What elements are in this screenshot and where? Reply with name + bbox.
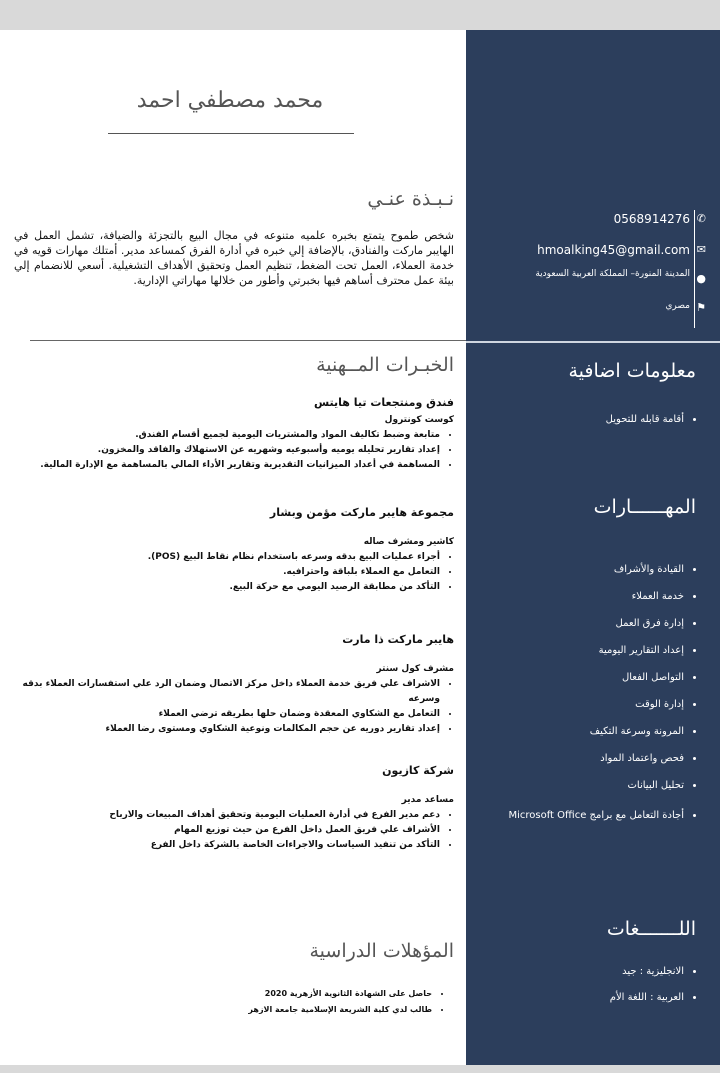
- location-pin-icon: ●: [696, 272, 706, 285]
- job-entry: [9, 506, 454, 595]
- envelope-icon: ✉: [696, 243, 706, 256]
- about-heading: نـبـذة عنـي: [367, 188, 454, 210]
- job-duty: • المساهمة في أعداد الميزانيات التقديرية وتقارير الأداء المالي بالمساهمة مع الإدارة المالية.: [9, 458, 440, 473]
- education-heading: المؤهلات الدراسية: [309, 940, 454, 962]
- job-role: مساعد مدير: [401, 795, 454, 805]
- job-company: فندق ومنتجعات تيا هايتس: [314, 396, 454, 409]
- job-duty: • الاشراف علي فريق خدمة العملاء داخل مركز الاتصال وضمان الرد علي استفسارات العملاء بدقه وسرعه: [9, 677, 440, 707]
- skill-item: • أجادة التعامل مع برامج Microsoft Office: [476, 805, 684, 827]
- job-duty: • التعامل مع العملاء بلباقة واحترافيه.: [9, 565, 440, 580]
- skill-item: • تحليل البيانات: [476, 772, 684, 799]
- name-underline: [108, 133, 354, 134]
- skills-heading: المهــــــارات: [593, 496, 696, 518]
- divider: [30, 340, 466, 341]
- language-item: • الانجليزية : جيد: [476, 959, 684, 985]
- skills-list: [476, 556, 696, 827]
- language-item: • العربية : اللغة الأم: [476, 985, 684, 1011]
- job-duty: • دعم مدير الفرع في أدارة العمليات اليومية وتحقيق أهداف المبيعات والارباح: [9, 808, 440, 823]
- skill-item: • إدارة الوقت: [476, 691, 684, 718]
- job-company: شركة كازيون: [382, 764, 454, 777]
- address-text: المدينة المنورة– المملكة العربية السعودية: [535, 269, 690, 279]
- job-duty: • التأكد من مطابقة الرصيد اليومي مع حركة البيع.: [9, 580, 440, 595]
- resume-page: [0, 30, 720, 1065]
- job-entry: [9, 396, 454, 473]
- skill-item: • إعداد التقارير اليومية: [476, 637, 684, 664]
- job-company: هايبر ماركت ذا مارت: [342, 633, 454, 646]
- sidebar-separator: [466, 341, 720, 343]
- job-duty: • إعداد تقارير دوريه عن حجم المكالمات ونوعية الشكاوي ومستوى رضا العملاء: [9, 722, 440, 737]
- job-duty: • التأكد من تنفيذ السياسات والاجراءات الخاصة بالشركة داخل الفرع: [9, 838, 440, 853]
- sidebar: [466, 30, 720, 1065]
- additional-info-heading: معلومات اضافية: [568, 360, 696, 382]
- job-company: مجموعة هايبر ماركت مؤمن وبشار: [269, 506, 454, 519]
- experience-heading: الخبـرات المــهنية: [316, 354, 454, 376]
- job-role: كاشير ومشرف صاله: [363, 537, 454, 547]
- job-duty: • أجراء عمليات البيع بدقه وسرعه باستخدام نظام نقاط البيع (POS).: [9, 550, 440, 565]
- job-entry: [9, 633, 454, 737]
- education-item: • حاصل على الشهادة الثانوية الأزهرية 2020: [9, 986, 432, 1002]
- main-column: [0, 30, 466, 1065]
- nationality-text: مصري: [665, 301, 690, 311]
- job-role: مشرف كول سنتر: [376, 664, 454, 674]
- person-name: محمد مصطفي احمد: [136, 88, 324, 113]
- additional-info-list: [476, 411, 696, 429]
- education-item: • طالب لدي كلية الشريعة الإسلامية جامعة الازهر: [9, 1002, 432, 1018]
- skill-item: • المرونة وسرعة التكيف: [476, 718, 684, 745]
- education-list: [9, 986, 454, 1018]
- languages-heading: اللـــــــغات: [606, 918, 696, 940]
- job-duty: • إعداد تقارير تحليله يوميه وأسبوعيه وشهريه عن الاستهلاك والفاقد والمخزون.: [9, 443, 440, 458]
- job-duty: • الأشراف علي فريق العمل داخل الفرع من حيث توزيع المهام: [9, 823, 440, 838]
- about-text: شخص طموح يتمتع بخبره علميه متنوعه في مجال البيع بالتجزئة والضيافة، تشمل العمل في الهايبر ماركت والفنادق، بالإضافة إلي خبره في أدارة الفرق كمساعد مدير. أمتلك مهارات قويه في خدمة العملاء، العمل تحت الضغط، تنظيم العمل وتحقيق الأهداف التشغيلية. أسعي للانضمام إلي بيئة عمل محترف أساهم فيها بخبرتي وأطور من خلالها مهاراتي الإدارية.: [14, 229, 454, 287]
- phone-icon: ✆: [696, 212, 706, 225]
- skill-item: • فحص واعتماد المواد: [476, 745, 684, 772]
- contact-divider-line: [694, 210, 695, 328]
- additional-info-item: • أقامة قابله للتحويل: [476, 411, 684, 429]
- job-duty: • التعامل مع الشكاوي المعقدة وضمان حلها بطريقه ترضي العملاء: [9, 707, 440, 722]
- skill-item: • إدارة فرق العمل: [476, 610, 684, 637]
- languages-list: [476, 959, 696, 1011]
- job-role: كوست كونترول: [384, 415, 454, 425]
- flag-icon: ⚑: [696, 301, 706, 314]
- job-entry: [9, 764, 454, 853]
- job-duty: • متابعة وضبط تكاليف المواد والمشتريات اليومية لجميع أقسام الفندق.: [9, 428, 440, 443]
- skill-item: • التواصل الفعال: [476, 664, 684, 691]
- skill-item: • القيادة والأشراف: [476, 556, 684, 583]
- skill-item: • خدمة العملاء: [476, 583, 684, 610]
- email-text: hmoalking45@gmail.com: [537, 243, 690, 257]
- phone-text: 0568914276: [613, 212, 690, 226]
